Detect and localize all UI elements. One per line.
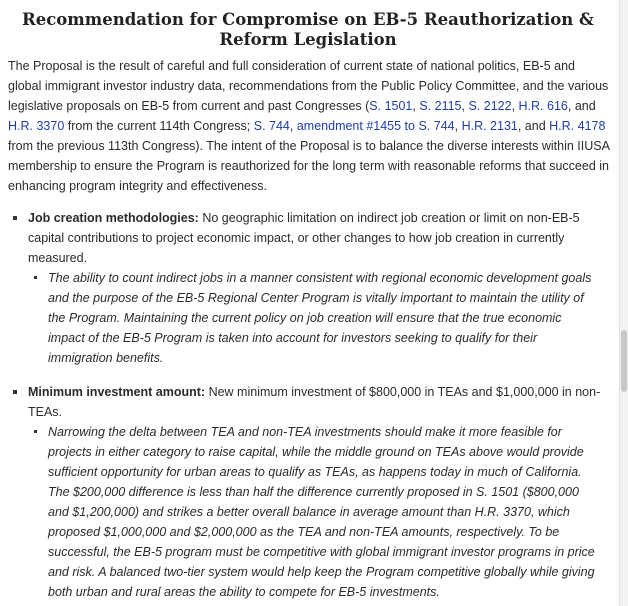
intro-text-1: The Proposal is the result of careful and full consideration of current state of national politics, EB-5 and global immigrant investor industry data, recommendations from the Public Policy Committee, and the various legislative proposals on EB-5 from current and past Congresses ( bbox=[8, 59, 609, 113]
intro-and-2: and bbox=[524, 119, 546, 133]
page-title: Recommendation for Compromise on EB-5 Reauthorization & Reform Legislation bbox=[22, 10, 594, 49]
intro-and-1: and bbox=[574, 99, 596, 113]
link-hr2131[interactable]: H.R. 2131 bbox=[461, 119, 518, 133]
sub-list-item: The ability to count indirect jobs in a manner consistent with regional economic development goals and the purpose of the EB-5 Regional Center Program is vitally important to maintain the utility of the Program. Maintaining the current policy on job creation will ensure that the true economic impact of the EB-5 Program is taken into account for investors seeking to qualify for their immigration benefits. bbox=[28, 268, 604, 368]
link-s2122[interactable]: S. 2122 bbox=[468, 99, 512, 113]
link-hr616[interactable]: H.R. 616 bbox=[518, 99, 568, 113]
intro-text-2: from the current 114th Congress; bbox=[67, 119, 251, 133]
bullet-text: New minimum investment of $800,000 in TEAs and $1,000,000 in non-TEAs. bbox=[28, 385, 601, 419]
link-hr3370[interactable]: H.R. 3370 bbox=[8, 119, 65, 133]
link-s1501[interactable]: S. 1501 bbox=[369, 99, 413, 113]
sub-list-item: Narrowing the delta between TEA and non-TEA investments should make it more feasible for projects in either category to raise capital, while the middle ground on TEAs above would provide sufficient opportunity for urban areas to qualify as TEAs, as happens today in much of California. The $200,000 difference is less than half the difference currently proposed in S. 1501 ($800,000 and $1,200,000) and strikes a better overall balance in average amount than H.R. 3370, which proposed $1,000,000 and $2,000,000 as the TEA and non-TEA amounts, respectively. To be successful, the EB-5 program must be competitive with global immigrant investor programs in price and risk. A balanced two-tier system would help keep the Program competitive globally while giving both urban and rural areas the ability to compete for EB-5 investments. bbox=[28, 422, 604, 602]
bullet-label: Job creation methodologies: bbox=[28, 211, 199, 225]
intro-paragraph: The Proposal is the result of careful and full consideration of current state of national politics, EB-5 and global immigrant investor industry data, recommendations from the Public Policy Committee, and the various legislative proposals on EB-5 from current and past Congresses (S. 1501, S. 2115, S. 2122, H.R. 616, and H.R. 3370 from the current 114th Congress; S. 744, amendment #1455 to S. 744, H.R. 2131, and H.R. 4178 from the previous 113th Congress). The intent of the Proposal is to balance the diverse interests within IIUSA membership to ensure the Program is reauthorized for the long term with reasonable reforms that succeed in enhancing program integrity and effectiveness. bbox=[8, 59, 610, 193]
list-item bbox=[0, 208, 620, 368]
sub-list bbox=[28, 268, 604, 368]
link-s2115[interactable]: S. 2115 bbox=[419, 99, 462, 113]
link-amendment-1455[interactable]: amendment #1455 to S. 744 bbox=[296, 119, 455, 133]
sub-list bbox=[28, 422, 604, 602]
bullet-text: No geographic limitation on indirect job creation or limit on non-EB-5 capital contributions to project economic impact, or other changes to how job creation in currently measured. bbox=[28, 211, 580, 265]
link-hr4178[interactable]: H.R. 4178 bbox=[549, 119, 606, 133]
vertical-scrollbar[interactable] bbox=[619, 0, 628, 606]
link-s744[interactable]: S. 744 bbox=[253, 119, 290, 133]
list-item bbox=[0, 382, 620, 602]
bullet-label: Minimum investment amount: bbox=[28, 385, 206, 399]
intro-text-3: from the previous 113th Congress). The intent of the Proposal is to balance the diverse interests within IIUSA membership to ensure the Program is reauthorized for the long term with reasonable reforms that succeed in enhancing program integrity and effectiveness. bbox=[8, 139, 610, 193]
scrollbar-thumb[interactable] bbox=[621, 330, 627, 392]
recommendation-list bbox=[0, 208, 620, 602]
